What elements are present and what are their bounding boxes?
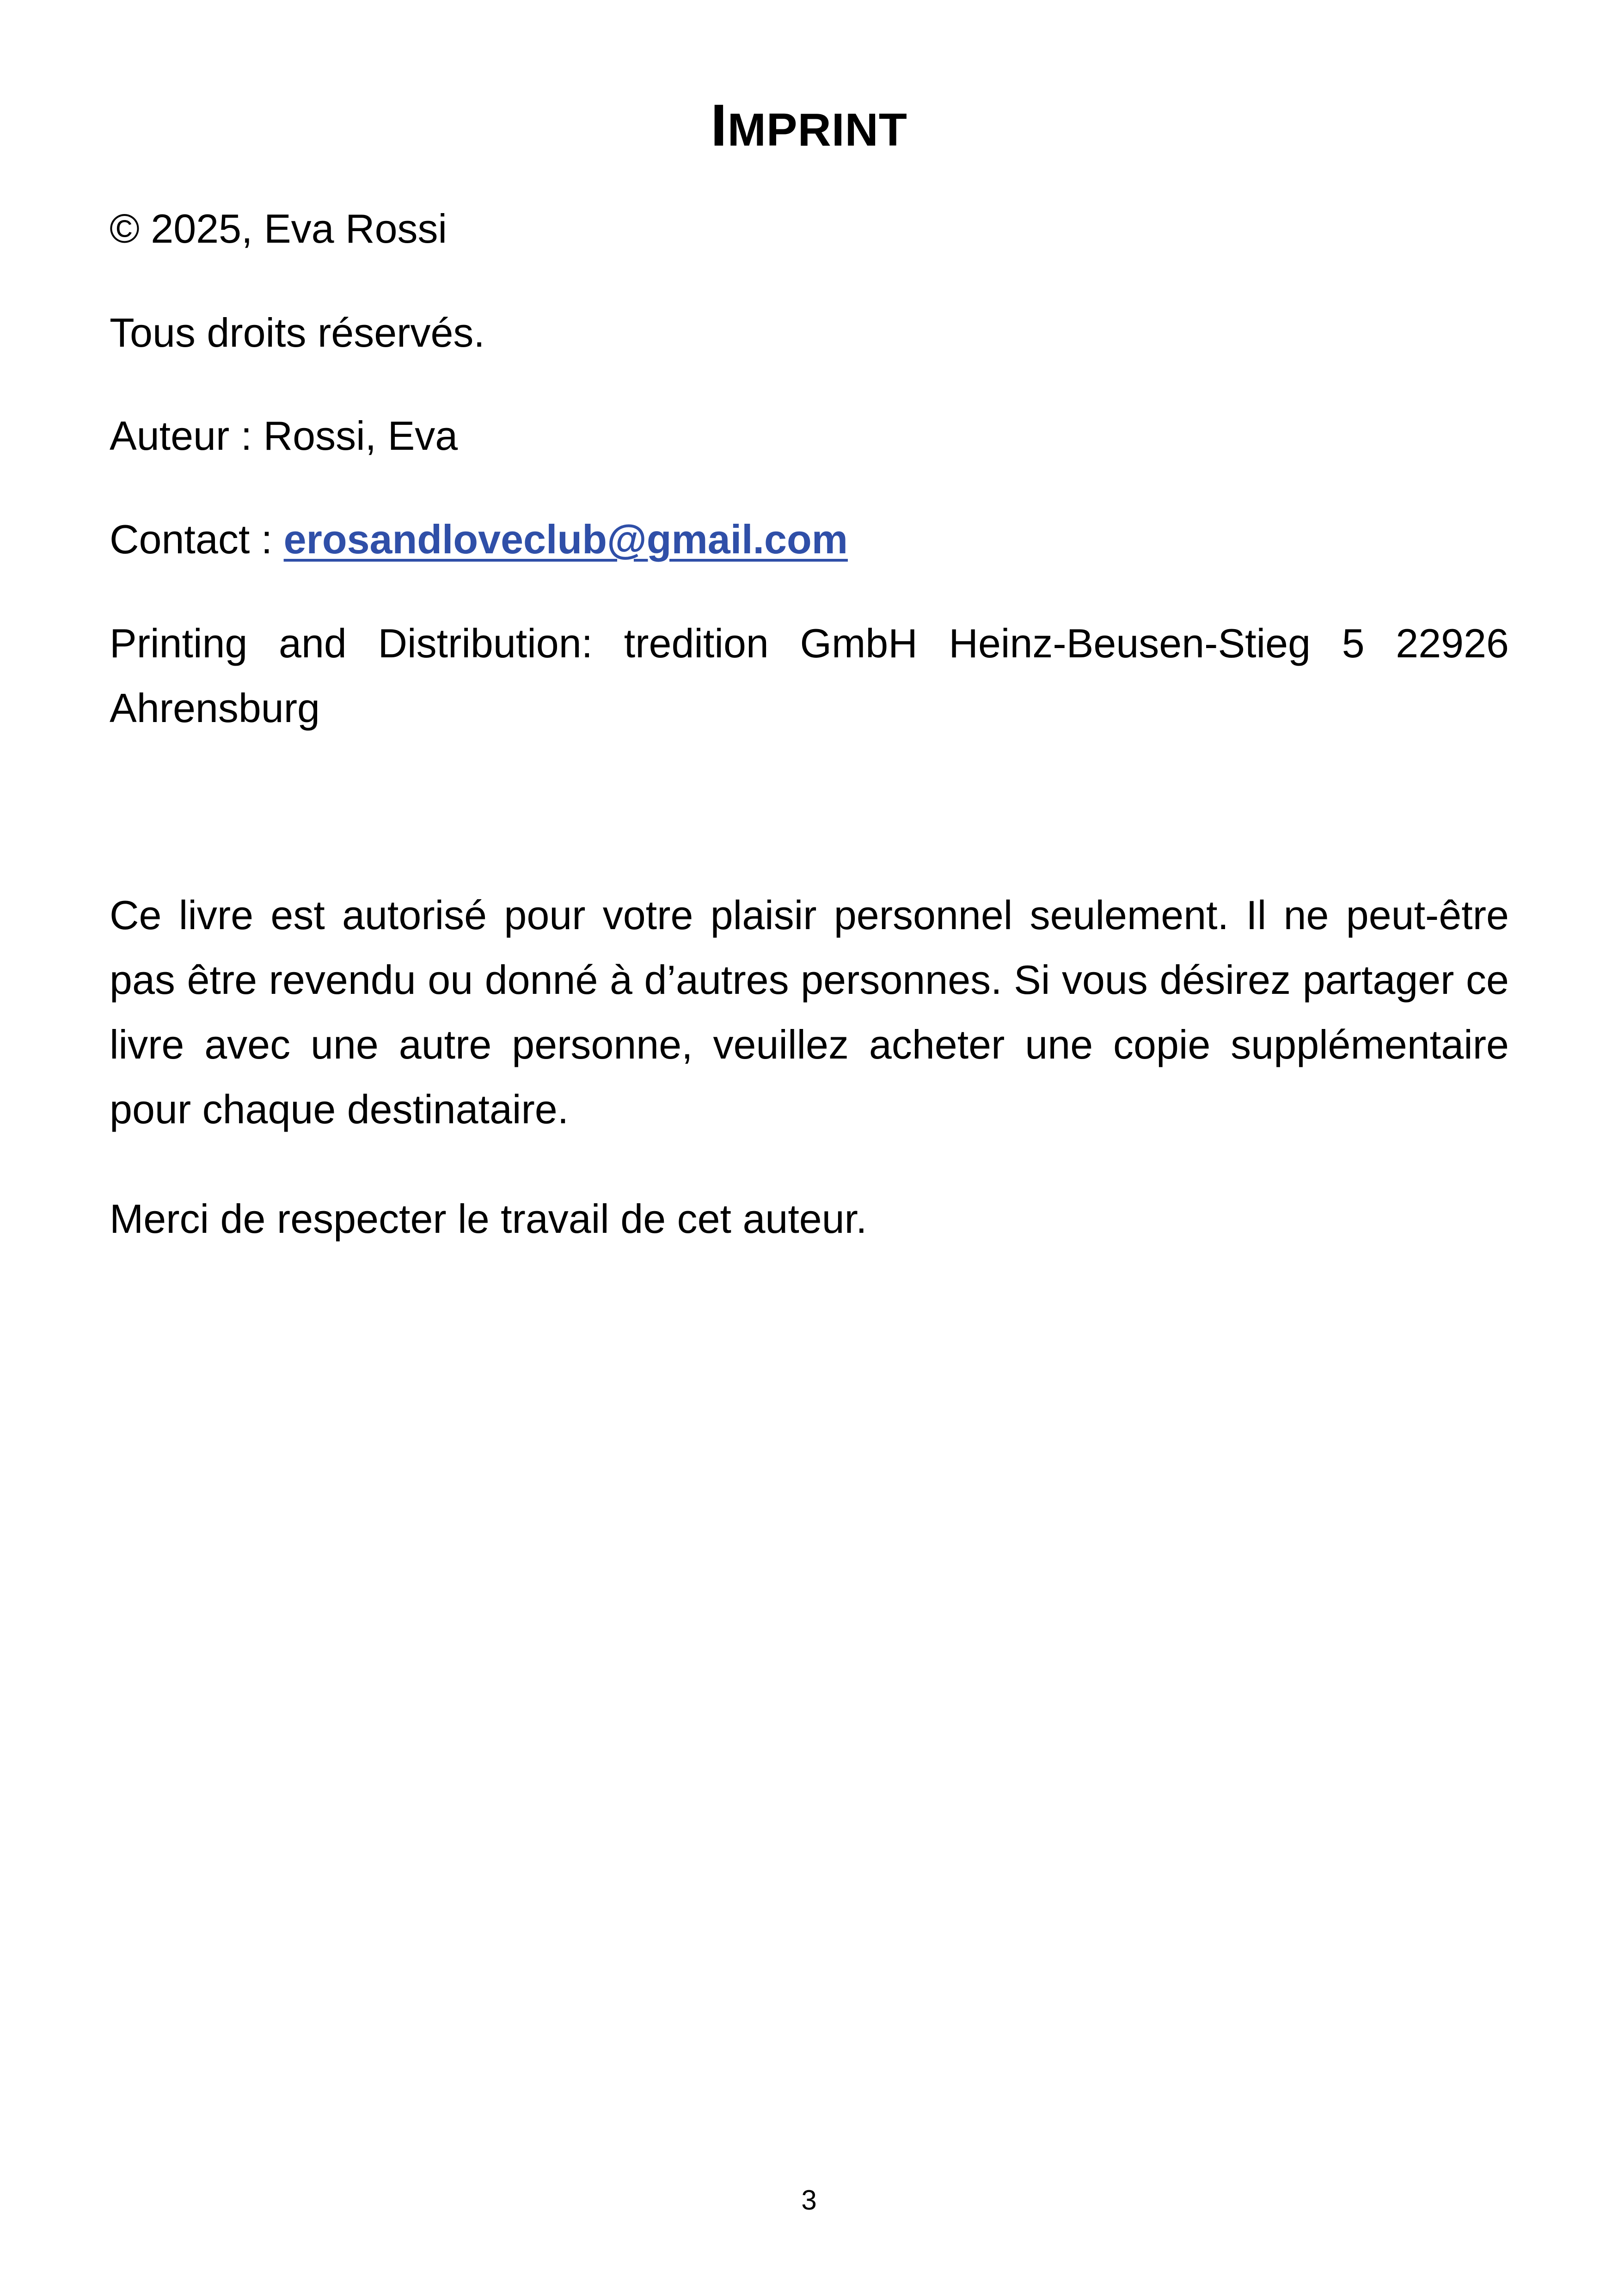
page-title	[0, 89, 1618, 167]
page-title-initial: I	[711, 92, 728, 159]
contact-label: Contact :	[110, 516, 284, 562]
contact-line	[110, 507, 1509, 572]
thanks-line: Merci de respecter le travail de cet auteur.	[110, 1196, 867, 1242]
rights-line: Tous droits réservés.	[110, 310, 485, 355]
page-number: 3	[801, 2185, 817, 2216]
contact-email-link[interactable]: erosandloveclub@gmail.com	[283, 516, 848, 562]
printing-distribution-paragraph: Printing and Distribution: tredition GmbH Heinz-Beusen-Stieg 5 22926 Ahrensburg	[110, 620, 1509, 731]
license-notice-paragraph: Ce livre est autorisé pour votre plaisir personnel seulement. Il ne peut-être pas être revendu ou donné à d’autres personnes. Si vous désirez partager ce livre avec une autre personne, veuillez acheter une copie supplémentaire pour chaque destinataire.	[110, 892, 1509, 1132]
copyright-line: © 2025, Eva Rossi	[110, 206, 447, 251]
author-line: Auteur : Rossi, Eva	[110, 413, 458, 459]
page-title-rest: MPRINT	[727, 104, 907, 156]
